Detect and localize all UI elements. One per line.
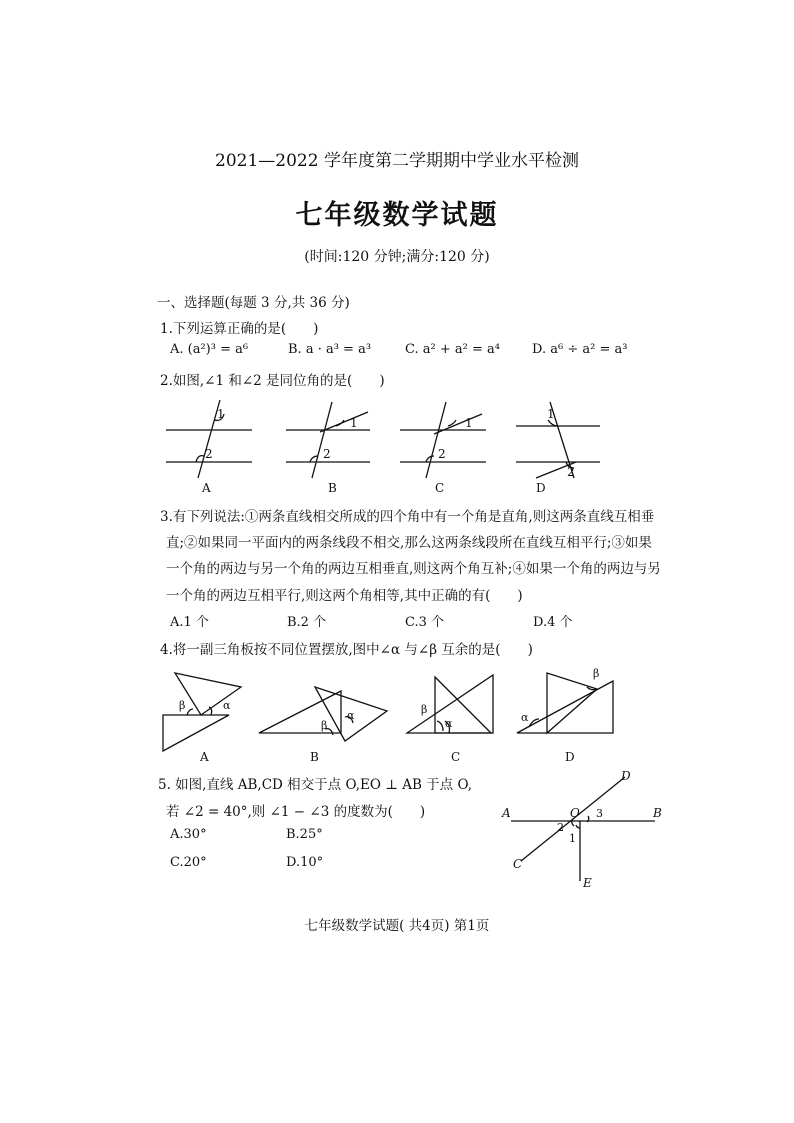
q4-figure-d — [517, 673, 613, 733]
point-o: O — [570, 806, 580, 820]
q2-label-b: B — [328, 481, 337, 495]
q5-angle-2: 2 — [557, 821, 564, 834]
q2-d-angle2: 2 — [567, 465, 575, 479]
q4-a-beta: β — [179, 699, 186, 712]
q4-d-beta: β — [593, 667, 600, 680]
q3-line-1: 3.有下列说法:①两条直线相交所成的四个角中有一个角是直角,则这两条直线互相垂 — [160, 509, 655, 525]
q4-c-alpha: α — [445, 717, 453, 730]
q1-stem: 1.下列运算正确的是( ) — [160, 321, 319, 337]
q1-option-d: D. a⁶ ÷ a² = a³ — [532, 342, 628, 357]
q2-label-c: C — [435, 481, 445, 495]
q4-label-a: A — [200, 750, 209, 764]
q2-c-angle1: 1 — [465, 416, 473, 430]
q2-figure-b — [286, 402, 370, 478]
q2-c-angle2: 2 — [438, 447, 446, 461]
q2-figure-a — [166, 400, 252, 478]
q4-b-alpha: α — [347, 709, 355, 722]
q4-b-beta: β — [321, 719, 328, 732]
point-d: D — [621, 769, 631, 783]
q5-line-2: 若 ∠2 = 40°,则 ∠1 − ∠3 的度数为( ) — [166, 804, 426, 820]
q4-label-b: B — [310, 750, 319, 764]
q2-b-angle1: 1 — [350, 416, 358, 430]
q3-option-d: D.4 个 — [533, 615, 573, 630]
q5-angle-1: 1 — [569, 832, 576, 845]
q2-figures — [160, 396, 610, 496]
q5-option-c: C.20° — [170, 855, 207, 870]
q5-option-a: A.30° — [170, 827, 207, 842]
q3-option-a: A.1 个 — [170, 615, 209, 630]
q3-line-3: 一个角的两边与另一个角的两边互相垂直,则这两个角互补;④如果一个角的两边与另 — [166, 561, 661, 577]
q3-option-c: C.3 个 — [405, 615, 445, 630]
q3-line-4: 一个角的两边互相平行,则这两个角相等,其中正确的有( ) — [166, 588, 523, 604]
page-footer: 七年级数学试题( 共4页) 第1页 — [304, 918, 490, 934]
q4-figure-a — [163, 673, 241, 751]
q2-figure-c — [400, 402, 486, 478]
subject-title: 七年级数学试题 — [295, 200, 499, 231]
exam-title: 2021—2022 学年度第二学期期中学业水平检测 — [215, 151, 579, 171]
section-heading: 一、选择题(每题 3 分,共 36 分) — [157, 295, 350, 311]
q5-option-d: D.10° — [286, 855, 324, 870]
point-b: B — [653, 806, 662, 820]
q2-label-a: A — [202, 481, 211, 495]
q5-angle-3: 3 — [596, 807, 603, 820]
q2-a-angle1: 1 — [217, 407, 225, 421]
q2-figure-d — [516, 402, 600, 478]
q2-label-d: D — [536, 481, 546, 495]
q4-a-alpha: α — [223, 699, 231, 712]
q4-stem: 4.将一副三角板按不同位置摆放,图中∠α 与∠β 互余的是( ) — [160, 642, 533, 658]
q1-option-b: B. a · a³ = a³ — [288, 342, 372, 357]
q2-stem: 2.如图,∠1 和∠2 是同位角的是( ) — [160, 373, 385, 389]
point-c: C — [513, 857, 523, 871]
q5-option-b: B.25° — [286, 827, 323, 842]
q2-a-angle2: 2 — [205, 447, 213, 461]
q4-d-alpha: α — [521, 711, 529, 724]
q1-option-c: C. a² + a² = a⁴ — [405, 342, 500, 357]
q5-line-1: 5. 如图,直线 AB,CD 相交于点 O,EO ⊥ AB 于点 O, — [158, 777, 473, 793]
point-a: A — [502, 806, 511, 820]
q3-option-b: B.2 个 — [287, 615, 327, 630]
q4-label-d: D — [565, 750, 575, 764]
q4-c-beta: β — [421, 703, 428, 716]
q4-label-c: C — [451, 750, 461, 764]
q3-line-2: 直;②如果同一平面内的两条线段不相交,那么这两条线段所在直线互相平行;③如果 — [166, 535, 652, 551]
q4-figures — [155, 663, 625, 765]
time-info: (时间:120 分钟;满分:120 分) — [304, 249, 490, 265]
q2-b-angle2: 2 — [323, 447, 331, 461]
point-e: E — [583, 876, 592, 890]
q4-figure-b — [259, 687, 387, 741]
q2-d-angle1: 1 — [547, 407, 555, 421]
q5-figure — [495, 765, 670, 890]
q1-option-a: A. (a²)³ = a⁶ — [170, 342, 249, 357]
